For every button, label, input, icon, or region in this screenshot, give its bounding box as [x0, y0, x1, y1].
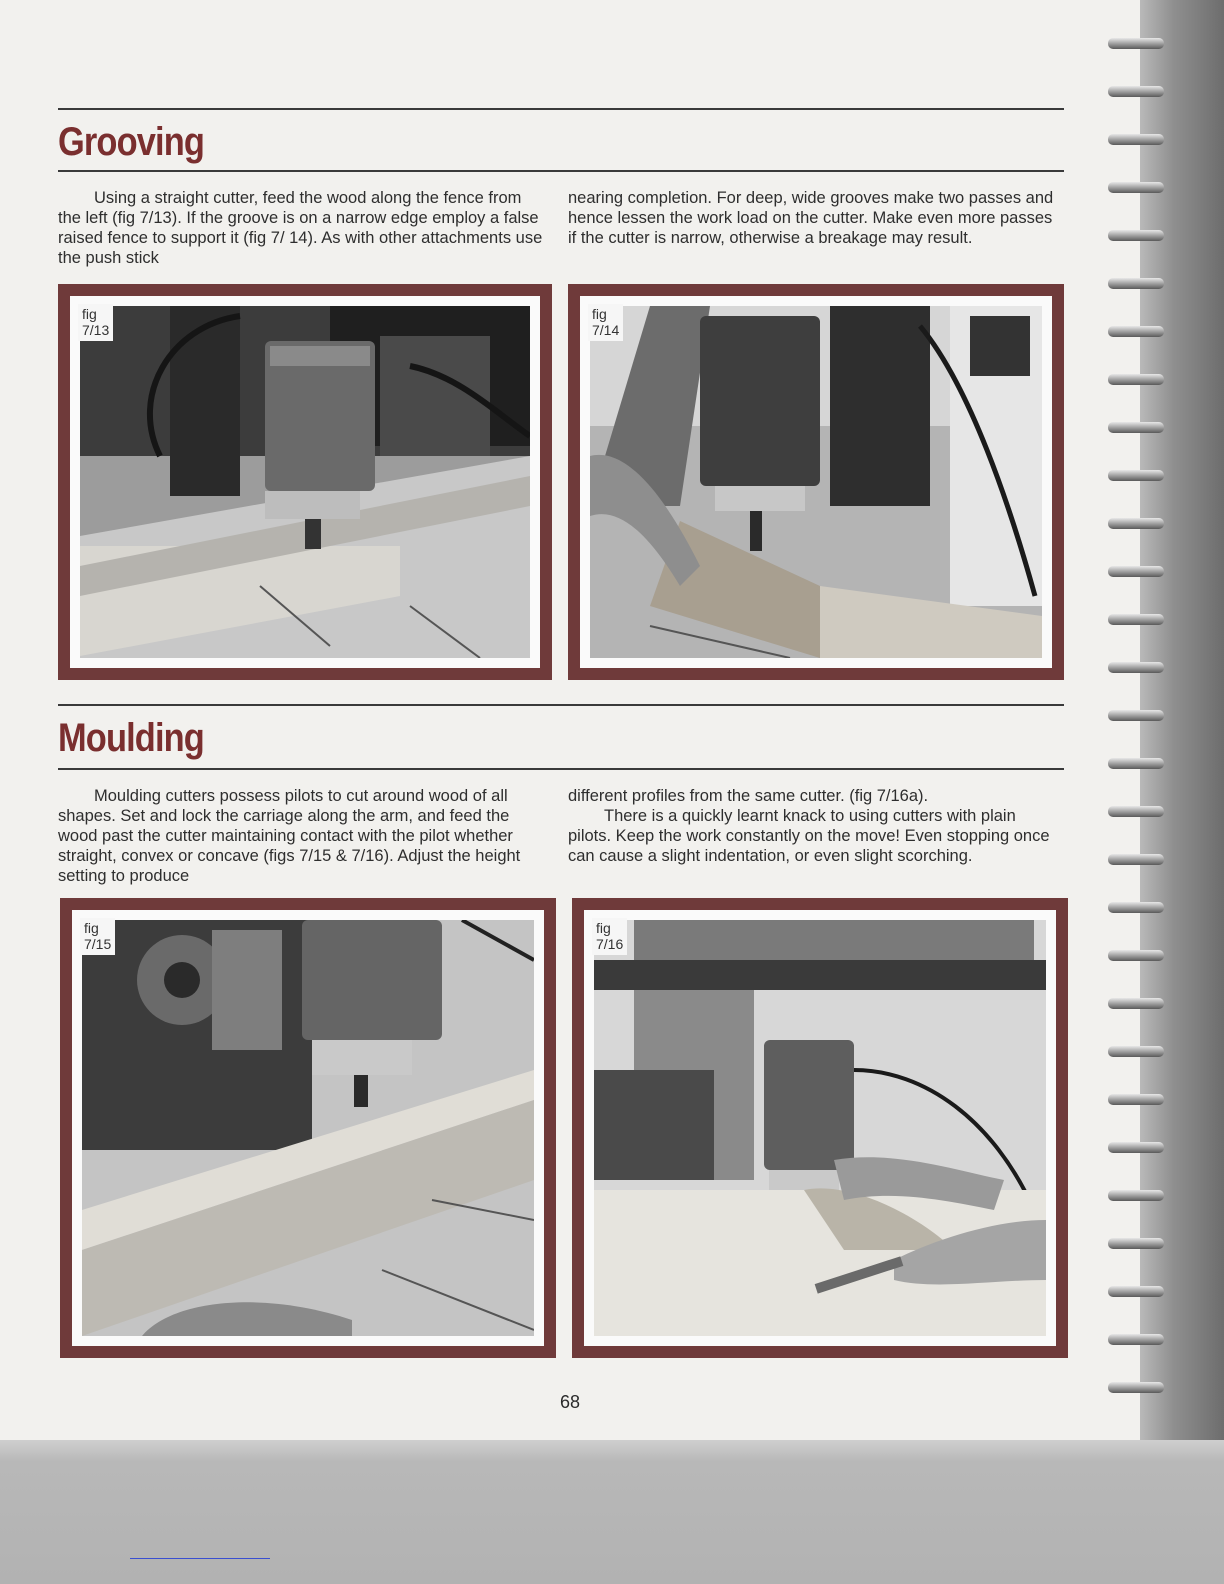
moulding-curved-photo [594, 920, 1046, 1336]
top-rule [58, 108, 1064, 110]
binding-coil [1108, 1046, 1164, 1057]
figure-label-fig: fig [592, 306, 607, 322]
figure-label-fig: fig [82, 306, 97, 322]
figure-7-13 [58, 284, 552, 680]
figure-7-14 [568, 284, 1064, 680]
photo-moulding-straight [82, 920, 534, 1336]
binding-coil [1108, 1286, 1164, 1297]
binding-coil [1108, 1382, 1164, 1393]
binding-coil [1108, 710, 1164, 721]
binding-coil [1108, 950, 1164, 961]
moulding-straight-photo [82, 920, 534, 1336]
figure-7-13-inner [70, 296, 540, 668]
binding-coil [1108, 470, 1164, 481]
grooving-text-right [568, 188, 1060, 248]
title-underline [58, 170, 1064, 172]
figure-label-7-16 [592, 918, 627, 955]
binding-coil [1108, 1190, 1164, 1201]
figure-label-fig: fig [84, 920, 99, 936]
binding-coil [1108, 326, 1164, 337]
binding-coil [1108, 182, 1164, 193]
binding-coil [1108, 806, 1164, 817]
figure-label-number: 7/14 [592, 322, 620, 338]
binding-coil [1108, 1142, 1164, 1153]
figure-label-fig: fig [596, 920, 611, 936]
binding-coil [1108, 374, 1164, 385]
section-title-grooving: Grooving [58, 120, 205, 164]
scan-artifact-line [130, 1558, 270, 1559]
binding-coil [1108, 998, 1164, 1009]
moulding-paragraph-3: There is a quickly learnt knack to using cutters with plain pilots. Keep the work constantly on the move! Even stopping once can cause a slight indentation, or even slight scorching. [568, 807, 1050, 865]
binding-coil [1108, 86, 1164, 97]
router-narrow-edge-photo [590, 306, 1042, 658]
binding-coil [1108, 518, 1164, 529]
binding-coil [1108, 278, 1164, 289]
title-underline [58, 768, 1064, 770]
router-grooving-photo [80, 306, 530, 658]
figure-label-7-13 [78, 304, 113, 341]
moulding-paragraph-2: different profiles from the same cutter. (fig 7/16a). [568, 787, 929, 805]
binding-coil [1108, 1094, 1164, 1105]
binding-coil [1108, 902, 1164, 913]
moulding-text-right [568, 786, 1060, 866]
binding-coil [1108, 758, 1164, 769]
photo-moulding-curved [594, 920, 1046, 1336]
page-number: 68 [560, 1392, 581, 1412]
figure-7-14-inner [580, 296, 1052, 668]
photo-grooving-false-fence [590, 306, 1042, 658]
binding-coil [1108, 1238, 1164, 1249]
moulding-text-left [58, 786, 546, 886]
figure-7-16-inner [584, 910, 1056, 1346]
photo-grooving-router [80, 306, 530, 658]
section-rule [58, 704, 1064, 706]
figure-label-number: 7/16 [596, 936, 624, 952]
binding-coil [1108, 134, 1164, 145]
binding-coil [1108, 422, 1164, 433]
binding-coil [1108, 662, 1164, 673]
figure-label-number: 7/15 [84, 936, 112, 952]
binding-coil [1108, 38, 1164, 49]
figure-label-number: 7/13 [82, 322, 110, 338]
binding-coil [1108, 614, 1164, 625]
grooving-text-left [58, 188, 546, 268]
binding-coil [1108, 230, 1164, 241]
scan-bottom-margin [0, 1440, 1224, 1584]
binding-coil [1108, 854, 1164, 865]
figure-7-16 [572, 898, 1068, 1358]
figure-7-15-inner [72, 910, 544, 1346]
figure-7-15 [60, 898, 556, 1358]
section-title-moulding: Moulding [58, 716, 204, 760]
binding-coil [1108, 1334, 1164, 1345]
grooving-paragraph-1: Using a straight cutter, feed the wood along the fence from the left (fig 7/13). If the groove is on a narrow edge employ a false raised fence to support it (fig 7/ 14). As with other attachments use the push stick [58, 189, 543, 267]
binding-coil [1108, 566, 1164, 577]
figure-label-7-15 [80, 918, 115, 955]
grooving-paragraph-2: nearing completion. For deep, wide grooves make two passes and hence lessen the work load on the cutter. Make even more passes if the cutter is narrow, otherwise a breakage may result. [568, 189, 1054, 247]
moulding-paragraph-1: Moulding cutters possess pilots to cut around wood of all shapes. Set and lock the carriage along the arm, and feed the wood past the cutter maintaining contact with the pilot whether straight, convex or concave (figs 7/15 & 7/16). Adjust the height setting to produce [58, 787, 521, 885]
figure-label-7-14 [588, 304, 623, 341]
